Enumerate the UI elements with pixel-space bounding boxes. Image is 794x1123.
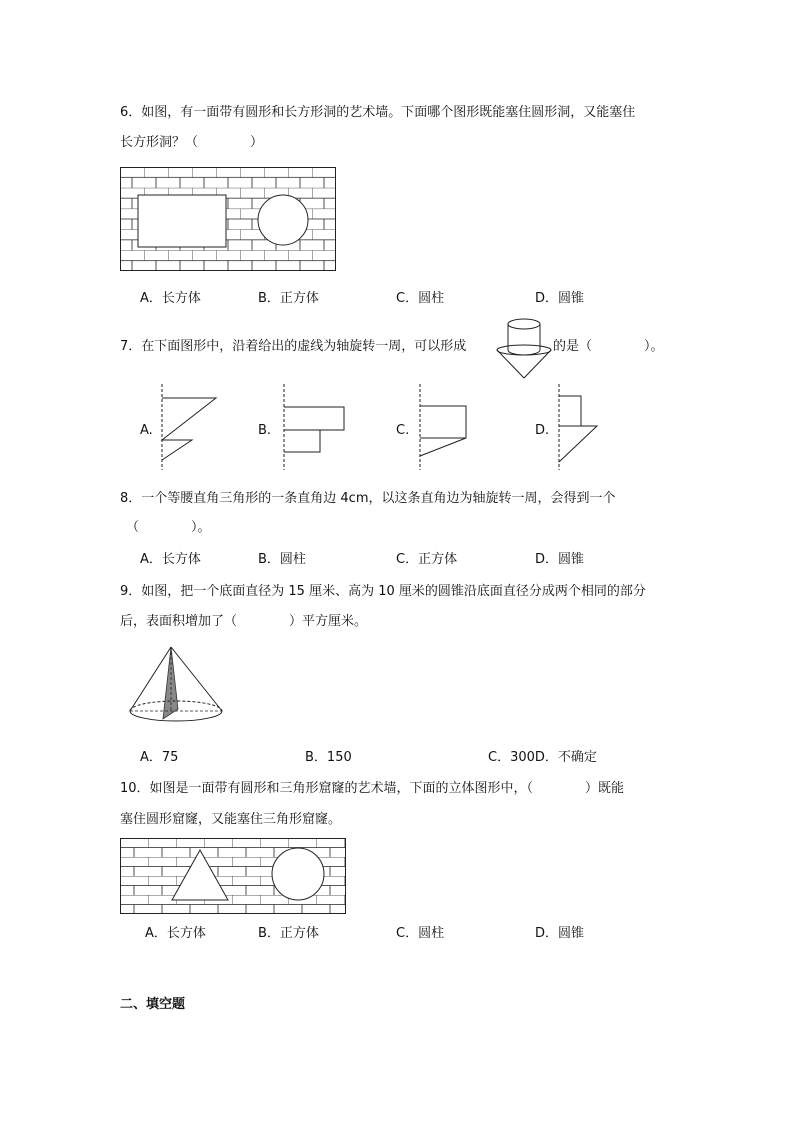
q7-text-part1: 7．在下面图形中，沿着给出的虚线为轴旋转一周，可以形成 <box>120 339 467 354</box>
q10-option-b[interactable]: B．正方体 <box>258 926 319 941</box>
q8-option-c[interactable]: C．正方体 <box>396 552 458 567</box>
q7-option-c-figure[interactable] <box>412 382 478 472</box>
q10-option-d[interactable]: D．圆锥 <box>535 926 585 941</box>
q6-option-d[interactable]: D．圆锥 <box>535 291 585 306</box>
q10-option-a[interactable]: A．长方体 <box>145 926 206 941</box>
q7-text-part2: 的是（ ）。 <box>553 339 664 354</box>
q7-option-b-label[interactable]: B. <box>258 423 272 438</box>
q7-option-c-label[interactable]: C. <box>396 423 410 438</box>
q10-option-c[interactable]: C．圆柱 <box>396 926 445 941</box>
q8-option-b[interactable]: B．圆柱 <box>258 552 306 567</box>
q8-text-line1: 8．一个等腰直角三角形的一条直角边 4cm，以这条直角边为轴旋转一周，会得到一个 <box>120 491 616 506</box>
q6-brick-wall-figure <box>120 167 336 271</box>
q6-option-a[interactable]: A．长方体 <box>140 291 201 306</box>
q9-text-line1: 9．如图，把一个底面直径为 15 厘米、高为 10 厘米的圆锥沿底面直径分成两个相同的部分 <box>120 584 646 599</box>
q10-text-line1: 10．如图是一面带有圆形和三角形窟窿的艺术墙，下面的立体图形中，（ ）既能 <box>120 781 625 796</box>
q9-option-b[interactable]: B．150 <box>305 750 352 765</box>
q6-option-c[interactable]: C．圆柱 <box>396 291 445 306</box>
q7-option-d-label[interactable]: D. <box>535 423 550 438</box>
q10-text-line2: 塞住圆形窟窿，又能塞住三角形窟窿。 <box>120 812 342 827</box>
q7-option-a-figure[interactable] <box>156 382 222 472</box>
q6-text-line2: 长方形洞？（ ） <box>120 135 264 150</box>
q6-text-line1: 6．如图，有一面带有圆形和长方形洞的艺术墙。下面哪个图形既能塞住圆形洞，又能塞住 <box>120 105 636 120</box>
q8-option-a[interactable]: A．长方体 <box>140 552 201 567</box>
q9-cone-figure <box>126 645 226 727</box>
q7-option-b-figure[interactable] <box>276 382 350 472</box>
q9-option-a[interactable]: A．75 <box>140 750 179 765</box>
q9-text-line2: 后，表面积增加了（ ）平方厘米。 <box>120 614 368 629</box>
q7-option-a-label[interactable]: A. <box>140 423 153 438</box>
q7-cylinder-cone-solid <box>494 316 554 382</box>
q10-brick-wall-figure <box>120 838 346 914</box>
q8-text-line2: （ ）。 <box>126 520 211 535</box>
q6-option-b[interactable]: B．正方体 <box>258 291 319 306</box>
section-fill-in-title: 二、填空题 <box>120 997 186 1012</box>
q8-option-d[interactable]: D．圆锥 <box>535 552 585 567</box>
q9-option-cd[interactable]: C．300D．不确定 <box>488 750 597 765</box>
q7-option-d-figure[interactable] <box>551 382 611 472</box>
